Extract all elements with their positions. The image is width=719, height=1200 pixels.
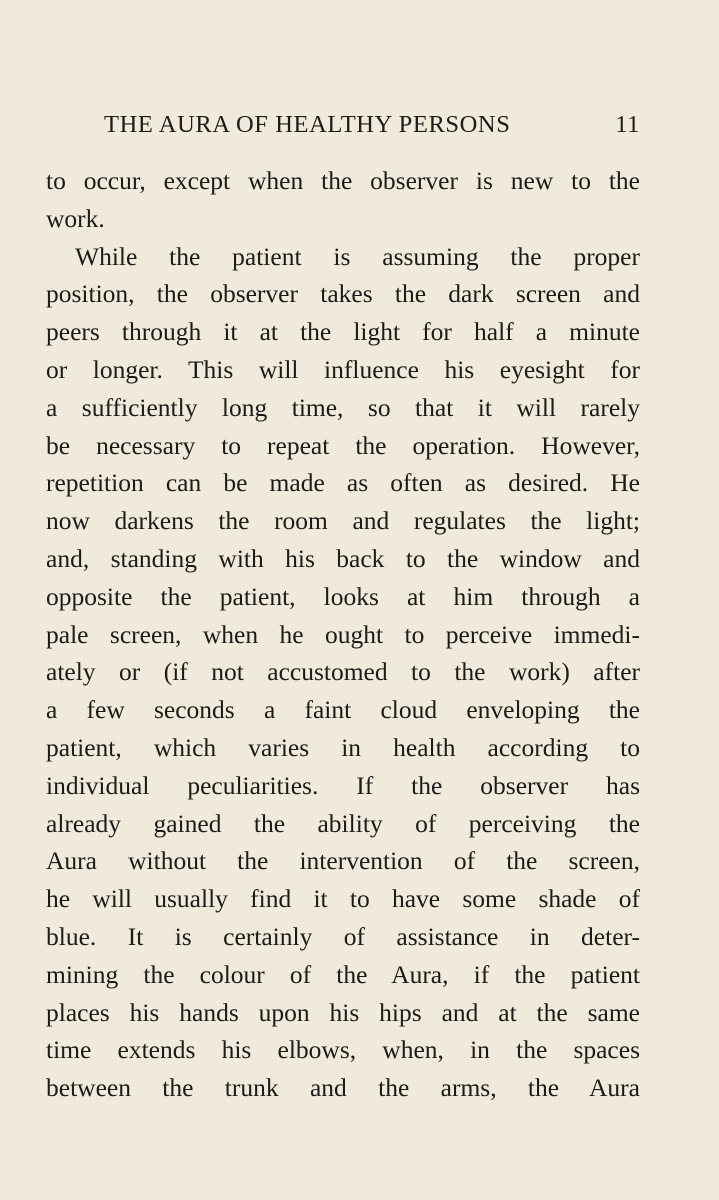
body-text: [46, 162, 640, 1107]
text-line: work.: [46, 203, 105, 233]
text-line: he will usually find it to have some shade of: [46, 884, 640, 914]
text-line: blue. It is certainly of assistance in deter-: [46, 921, 640, 951]
text-line: Aura without the intervention of the screen,: [46, 846, 640, 876]
running-header: [104, 108, 640, 142]
text-line: ately or (if not accustomed to the work) after: [46, 657, 640, 687]
text-line: a sufficiently long time, so that it will rarely: [46, 392, 640, 422]
text-line: a few seconds a faint cloud enveloping the: [46, 695, 640, 725]
text-line: opposite the patient, looks at him through a: [46, 581, 640, 611]
text-line: and, standing with his back to the window and: [46, 543, 640, 573]
text-line: position, the observer takes the dark screen and: [46, 279, 640, 309]
text-line: or longer. This will influence his eyesight for: [46, 354, 640, 384]
text-line: patient, which varies in health according to: [46, 732, 640, 762]
text-line: now darkens the room and regulates the light;: [46, 506, 640, 536]
text-line: peers through it at the light for half a minute: [46, 317, 640, 347]
text-line: be necessary to repeat the operation. However,: [46, 430, 640, 460]
running-title: THE AURA OF HEALTHY PERSONS: [104, 111, 511, 138]
text-line: repetition can be made as often as desired. He: [46, 468, 640, 498]
text-line: already gained the ability of perceiving the: [46, 808, 640, 838]
text-line: to occur, except when the observer is new to the: [46, 166, 640, 195]
text-line: While the patient is assuming the proper: [75, 241, 640, 271]
page-number: 11: [615, 111, 640, 138]
text-line: mining the colour of the Aura, if the patient: [46, 959, 640, 989]
text-line: individual peculiarities. If the observer has: [46, 770, 640, 800]
text-line: pale screen, when he ought to perceive immedi-: [46, 619, 640, 649]
text-line: between the trunk and the arms, the Aura: [46, 1073, 640, 1103]
text-line: time extends his elbows, when, in the spaces: [46, 1035, 640, 1065]
text-line: places his hands upon his hips and at the same: [46, 997, 640, 1027]
